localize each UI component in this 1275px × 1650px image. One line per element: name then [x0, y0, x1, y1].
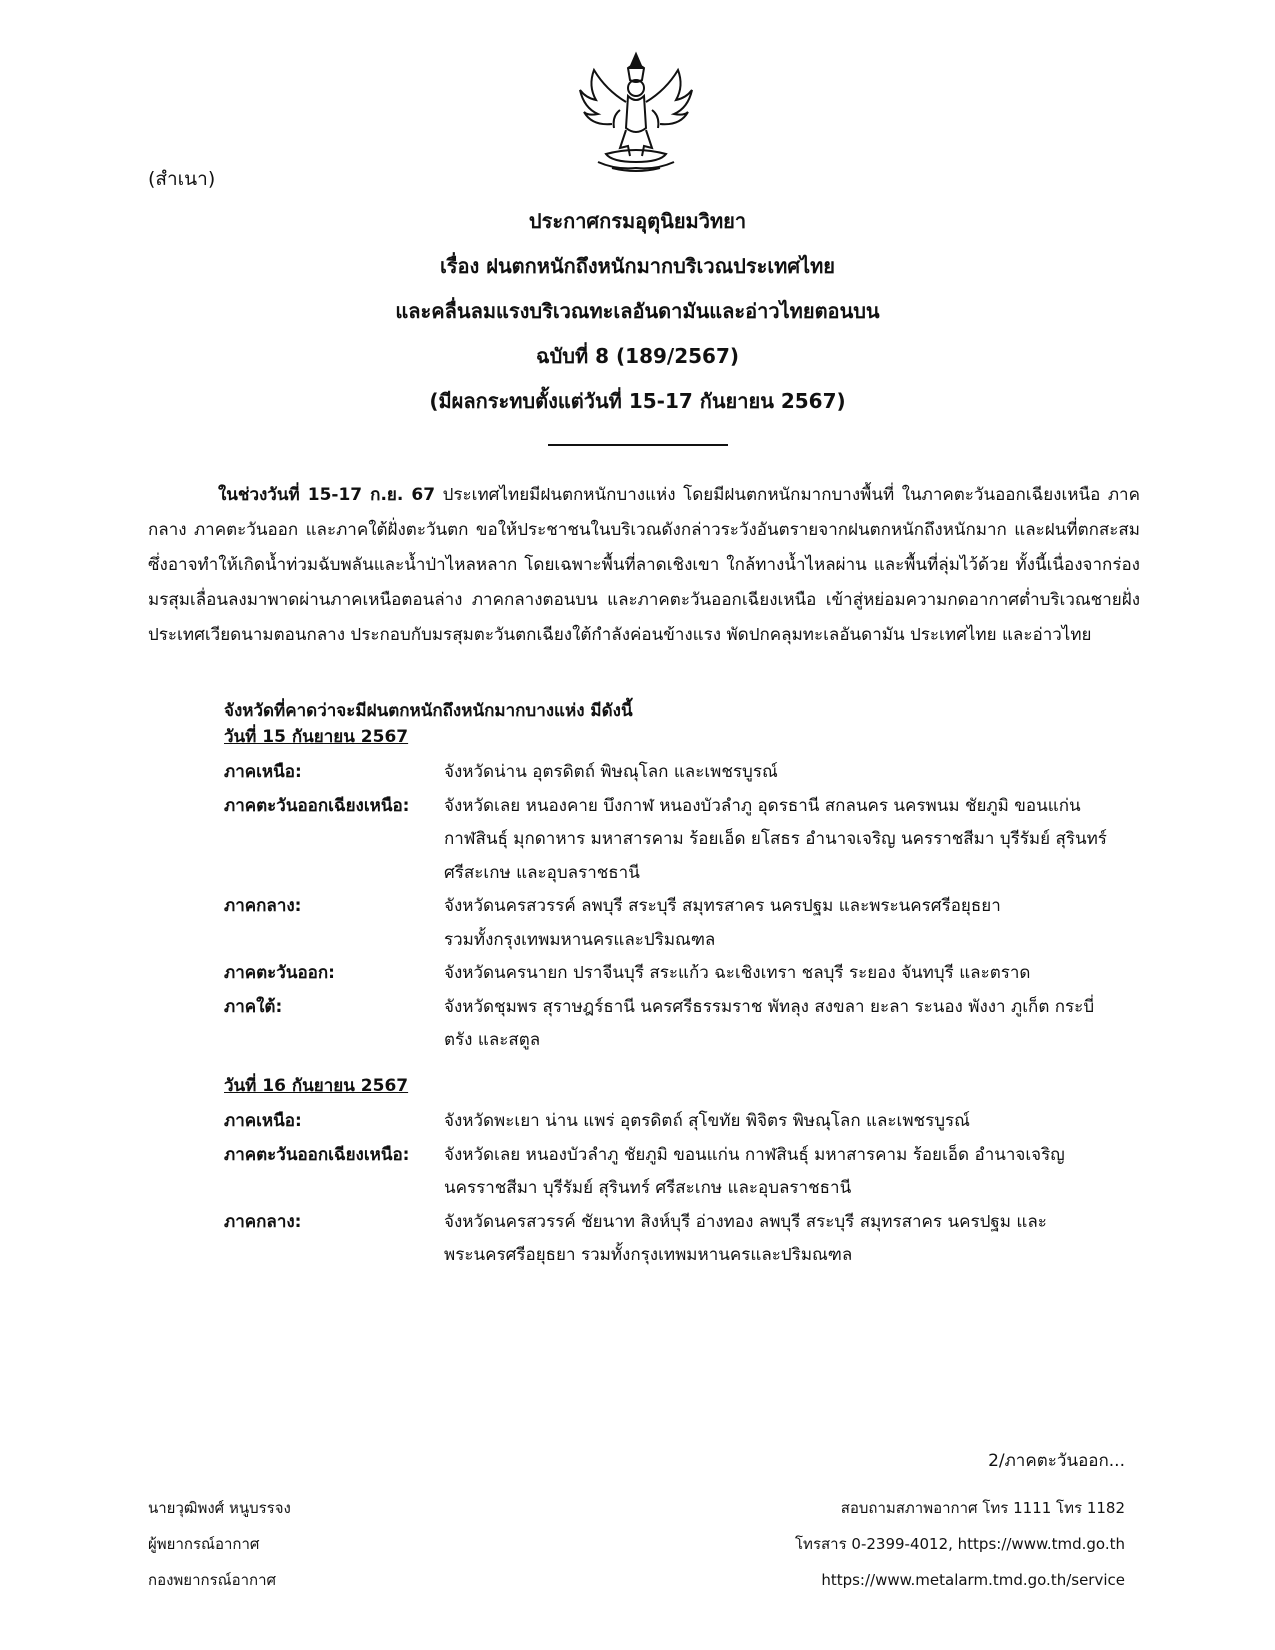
contact-phone: สอบถามสภาพอากาศ โทร 1111 โทร 1182 [840, 1499, 1125, 1517]
footer-signatory [148, 1490, 291, 1598]
province-line: จังหวัดนครสวรรค์ ลพบุรี สระบุรี สมุทรสาคร นครปฐม และพระนครศรีอยุธยา [444, 896, 1001, 916]
province-line: ศรีสะเกษ และอุบลราชธานี [444, 862, 640, 883]
region-row [224, 991, 1144, 1058]
province-list [444, 790, 1144, 891]
region-label: ภาคใต้: [224, 996, 283, 1017]
subject-line-1: เรื่อง ฝนตกหนักถึงหนักมากบริเวณประเทศไทย [439, 254, 836, 278]
province-line: จังหวัดนครสวรรค์ ชัยนาท สิงห์บุรี อ่างทอง ลพบุรี สระบุรี สมุทรสาคร นครปฐม และ [444, 1211, 1047, 1232]
province-line: นครราชสีมา บุรีรัมย์ สุรินทร์ ศรีสะเกษ และอุบลราชธานี [444, 1178, 852, 1198]
province-line: ตรัง และสตูล [444, 1030, 541, 1050]
contact-service-link: https://www.metalarm.tmd.go.th/service [821, 1571, 1125, 1589]
province-line: กาฬสินธุ์ มุกดาหาร มหาสารคาม ร้อยเอ็ด ยโสธร อำนาจเจริญ นครราชสีมา บุรีรัมย์ สุรินทร์ [444, 829, 1107, 849]
region-row [224, 790, 1144, 891]
province-list [444, 1105, 1144, 1139]
subject-line-2: และคลื่นลมแรงบริเวณทะเลอันดามันและอ่าวไทยตอนบน [395, 299, 880, 323]
region-label: ภาคกลาง: [224, 896, 302, 916]
province-list [444, 957, 1144, 991]
province-list [444, 756, 1144, 790]
province-line: จังหวัดนครนายก ปราจีนบุรี สระแก้ว ฉะเชิงเทรา ชลบุรี ระยอง จันทบุรี และตราด [444, 963, 1031, 983]
province-line: พระนครศรีอยุธยา รวมทั้งกรุงเทพมหานครและปริมณฑล [444, 1245, 853, 1265]
province-list-heading: จังหวัดที่คาดว่าจะมีฝนตกหนักถึงหนักมากบางแห่ง มีดังนี้ [224, 701, 633, 721]
day-block [224, 722, 1144, 1058]
province-list [444, 1139, 1144, 1206]
contact-fax-website: โทรสาร 0-2399-4012, https://www.tmd.go.th [795, 1535, 1125, 1553]
region-row [224, 1139, 1144, 1206]
copy-label: (สำเนา) [148, 168, 216, 190]
province-line: จังหวัดชุมพร สุราษฎร์ธานี นครศรีธรรมราช พัทลุง สงขลา ยะลา ระนอง พังงา ภูเก็ต กระบี่ [444, 996, 1095, 1017]
region-row [224, 957, 1144, 991]
province-line: จังหวัดพะเยา น่าน แพร่ อุตรดิตถ์ สุโขทัย พิจิตร พิษณุโลก และเพชรบูรณ์ [444, 1111, 970, 1131]
region-row [224, 1206, 1144, 1273]
forecaster-name: นายวุฒิพงศ์ หนูบรรจง [148, 1499, 291, 1517]
garuda-emblem [576, 50, 696, 174]
region-label: ภาคตะวันออกเฉียงเหนือ: [224, 1144, 410, 1165]
region-label: ภาคตะวันออกเฉียงเหนือ: [224, 795, 410, 816]
continuation-note: 2/ภาคตะวันออก... [988, 1451, 1125, 1471]
region-label: ภาคตะวันออก: [224, 963, 335, 983]
region-row [224, 1105, 1144, 1139]
province-line: จังหวัดน่าน อุตรดิตถ์ พิษณุโลก และเพชรบูรณ์ [444, 762, 778, 782]
body-paragraph: ประเทศไทยมีฝนตกหนักบางแห่ง โดยมีฝนตกหนักมากบางพื้นที่ ในภาคตะวันออกเฉียงเหนือ ภาคกลาง ภาคตะวันออก และภาคใต้ฝั่งตะวันตก ขอให้ประชาชนในบริเวณดังกล่าวระวังอันตรายจากฝนตกหนักถึงหนักมาก และฝนที่ตกสะสม ซึ่งอาจทำให้เกิดน้ำท่วมฉับพลันและน้ำป่าไหลหลาก โดยเฉพาะพื้นที่ลาดเชิงเขา ใกล้ทางน้ำไหลผ่าน และพื้นที่ลุ่มไว้ด้วย ทั้งนี้เนื่องจากร่องมรสุมเลื่อนลงมาพาดผ่านภาคเหนือตอนล่าง ภาคกลางตอนบน และภาคตะวันออกเฉียงเหนือ เข้าสู่หย่อมความกดอากาศต่ำบริเวณชายฝั่งประเทศเวียดนามตอนกลาง ประกอบกับมรสุมตะวันตกเฉียงใต้กำลังค่อนข้างแรง พัดปกคลุมทะเลอันดามัน ประเทศไทย และอ่าวไทย [148, 485, 1140, 645]
province-list [444, 991, 1144, 1058]
announcement-header [0, 206, 1275, 431]
forecaster-position: ผู้พยากรณ์อากาศ [148, 1535, 260, 1553]
announcement-title: ประกาศกรมอุตุนิยมวิทยา [528, 209, 747, 233]
province-line: จังหวัดเลย หนองคาย บึงกาฬ หนองบัวลำภู อุดรธานี สกลนคร นครพนม ชัยภูมิ ขอนแก่น [444, 795, 1081, 816]
region-label: ภาคกลาง: [224, 1211, 302, 1232]
footer-contact [795, 1490, 1125, 1598]
day-title: วันที่ 15 กันยายน 2567 [224, 727, 409, 747]
issue-number: ฉบับที่ 8 (189/2567) [535, 344, 740, 368]
province-line: รวมทั้งกรุงเทพมหานครและปริมณฑล [444, 929, 716, 950]
effective-period: (มีผลกระทบตั้งแต่วันที่ 15-17 กันยายน 2567) [429, 389, 846, 413]
region-row [224, 756, 1144, 790]
header-divider [548, 444, 728, 446]
forecaster-division: กองพยากรณ์อากาศ [148, 1571, 277, 1589]
day-block [224, 1071, 1144, 1273]
province-list [444, 1206, 1144, 1273]
day-title: วันที่ 16 กันยายน 2567 [224, 1076, 409, 1096]
province-list [444, 890, 1144, 957]
body-lead: ในช่วงวันที่ 15-17 ก.ย. 67 [218, 485, 436, 505]
region-label: ภาคเหนือ: [224, 1111, 302, 1131]
announcement-body [148, 478, 1140, 653]
region-label: ภาคเหนือ: [224, 762, 302, 782]
province-line: จังหวัดเลย หนองบัวลำภู ชัยภูมิ ขอนแก่น กาฬสินธุ์ มหาสารคาม ร้อยเอ็ด อำนาจเจริญ [444, 1144, 1065, 1165]
region-row [224, 890, 1144, 957]
